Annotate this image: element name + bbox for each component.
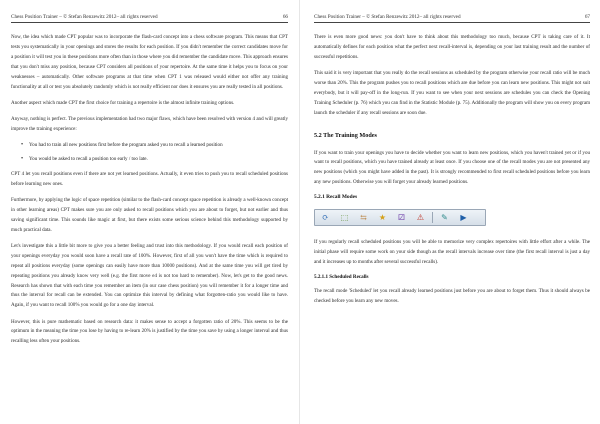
paragraph: If you want to train your openings you have to decide whether you want to learn new positions, which you haven't trained yet or if you want to recall positions, which you have trained already at least once. If you choose one of the recall modes you are not presented any new positions (which you might have added in the past). It is strongly recommended to first recall scheduled positions before you learn any new positions. Otherwise you will forget your already learned positions. [314,149,590,186]
paragraph: This said it is very important that you really do the recall sessions as scheduled by the program otherwise your recall ratio will be much worse than 20%. This the program pushes you to recall positions which are due before you can learn new positions. This might not suit everybody, but it will pay-off in the long-run. If you want to see when your next sessions are schedules you can check the Opening Training Scheduler (p. 76) which you can find in the Statistic Module (p. 75). Additionally the program will show you on every program launch the scheduler if any recall sessions are soon due. [314,70,590,116]
recall-variation-icon: ⇆ [360,213,367,223]
recall-bookmark-icon: ★ [378,213,387,223]
left-body [11,33,288,347]
right-body [314,33,590,307]
paragraph: If you regularly recall scheduled positions you will be able to memorize very complex repertoires with little effort after a while. The initial phase will require some work on your side though as the recall intervals increase over time (the first recall interval is just a day and it increases up to months after several successful recalls). [314,239,590,266]
recall-new-icon: ✎ [441,213,448,223]
recall-all-icon: ⬚ [340,213,349,223]
right-header-title: Chess Position Trainer – © Stefan Renzewitz 2012– all rights reserved [314,14,461,20]
paragraph: There is even more good news: you don't have to think about this methodology too much, because CPT is taking care of it. It automatically defines for each position what the perfect next recall-interval is, depending on your last training result and the number of successful repetitions. [314,34,590,60]
paragraph: Furthermore, by applying the logic of space repetition (similar to the flash-card concept space repetition is already a well-known concept in other learning areas) CPT makes sure you are only asked to recall positions which you are about to forget, but not earlier and thus saving significant time. This sounds like magic at first, but there exists some serious science behind this methodology supported by much practical data. [11,196,288,233]
recall-modes-toolbar-image [314,209,486,226]
bullet-list [21,141,288,165]
right-page [300,0,600,424]
learn-icon: ▶ [460,213,467,223]
right-page-number: 67 [584,14,590,20]
recall-random-icon: ⚂ [398,213,405,223]
paragraph: Now, the idea which made CPT popular was to incorporate the flash-card concept into a chess software program. This means that CPT tests you systematically in your openings and stores the results for each position. If you didn't remember the correct candidates move for a position it will test you in these positions more often than in those where you did remember the candidate move. This approach ensures that you don't miss any position, because CPT considers all positions of your repertoire. At the same time it helps you to focus on your weaknesses – automatically. Other software programs at that time when CPT 1 was released would either not offer any training functionality at all or test you absolutely randomly which is not really efficient nor does it ensures you are really tested in all positions. [11,34,288,90]
bullet-item: • You had to train all new positions first before the program asked you to recall a learned position [21,141,288,151]
paragraph: CPT 4 let you recall positions even if there are not yet learned positions. Actually, it even tries to push you to recall scheduled positions before learning new ones. [11,170,288,187]
subsection-heading: 5.2.1 Recall Modes [314,194,358,201]
left-header-title: Chess Position Trainer – © Stefan Renzewitz 2012– all rights reserved [11,14,158,20]
subsubsection-heading: 5.2.1.1 Scheduled Recalls [314,274,369,281]
bullet-item: • You would be asked to recall a position too early / too late. [21,155,288,165]
right-page-header [314,14,590,23]
paragraph: Let's investigate this a little bit more to give you a better feeling and trust into this methodology. If you would recall each position of your openings everyday you would soon have a recall rate of 100%. However, first of all you won't have the time which is required to repeat all positions everyday (some openings can easily have more than 10000 positions). And at the same time you will get tired by repeating positions you already know very well (e.g. the first move e4 is not too hard to remember). Now, let's get to the good news. Research has shown that with each time you remember an item (in our case chess position) you will remember it for a longer time and thus the interval for recall can be extended. You can optimize this interval by defining what forgotten-ratio you would like to have. Again, if you want to recall 100% you would go for a one day interval. [11,242,288,309]
left-page-number: 66 [282,14,288,20]
paragraph: The recall mode 'Scheduled' let you recall already learned positions just before you are about to forget them. Thus it should always be checked before you learn any new moves. [314,288,590,305]
toolbar-separator [432,212,433,223]
section-heading: 5.2 The Training Modes [314,131,377,139]
paragraph: However, this is pure mathematic based on research data: it makes sense to accept a forgotten ratio of 20%. This seems to be the optimum in the meaning the time you lose by having to re-learn 20% is justified by the time you save by using a longer interval and thus recalling less often your positions. [11,318,288,345]
recall-weak-icon: ⚠ [416,213,425,223]
paragraph: Another aspect which made CPT the first choice for training a repertoire is the almost infinite training options. [11,99,235,106]
left-page-header [11,14,288,23]
recall-scheduled-icon: ⟳ [322,213,329,223]
paragraph: Anyway, nothing is perfect. The previous implementation had two major flaws, which have been resolved with version 4 and will greatly improve the training experience: [11,115,288,132]
